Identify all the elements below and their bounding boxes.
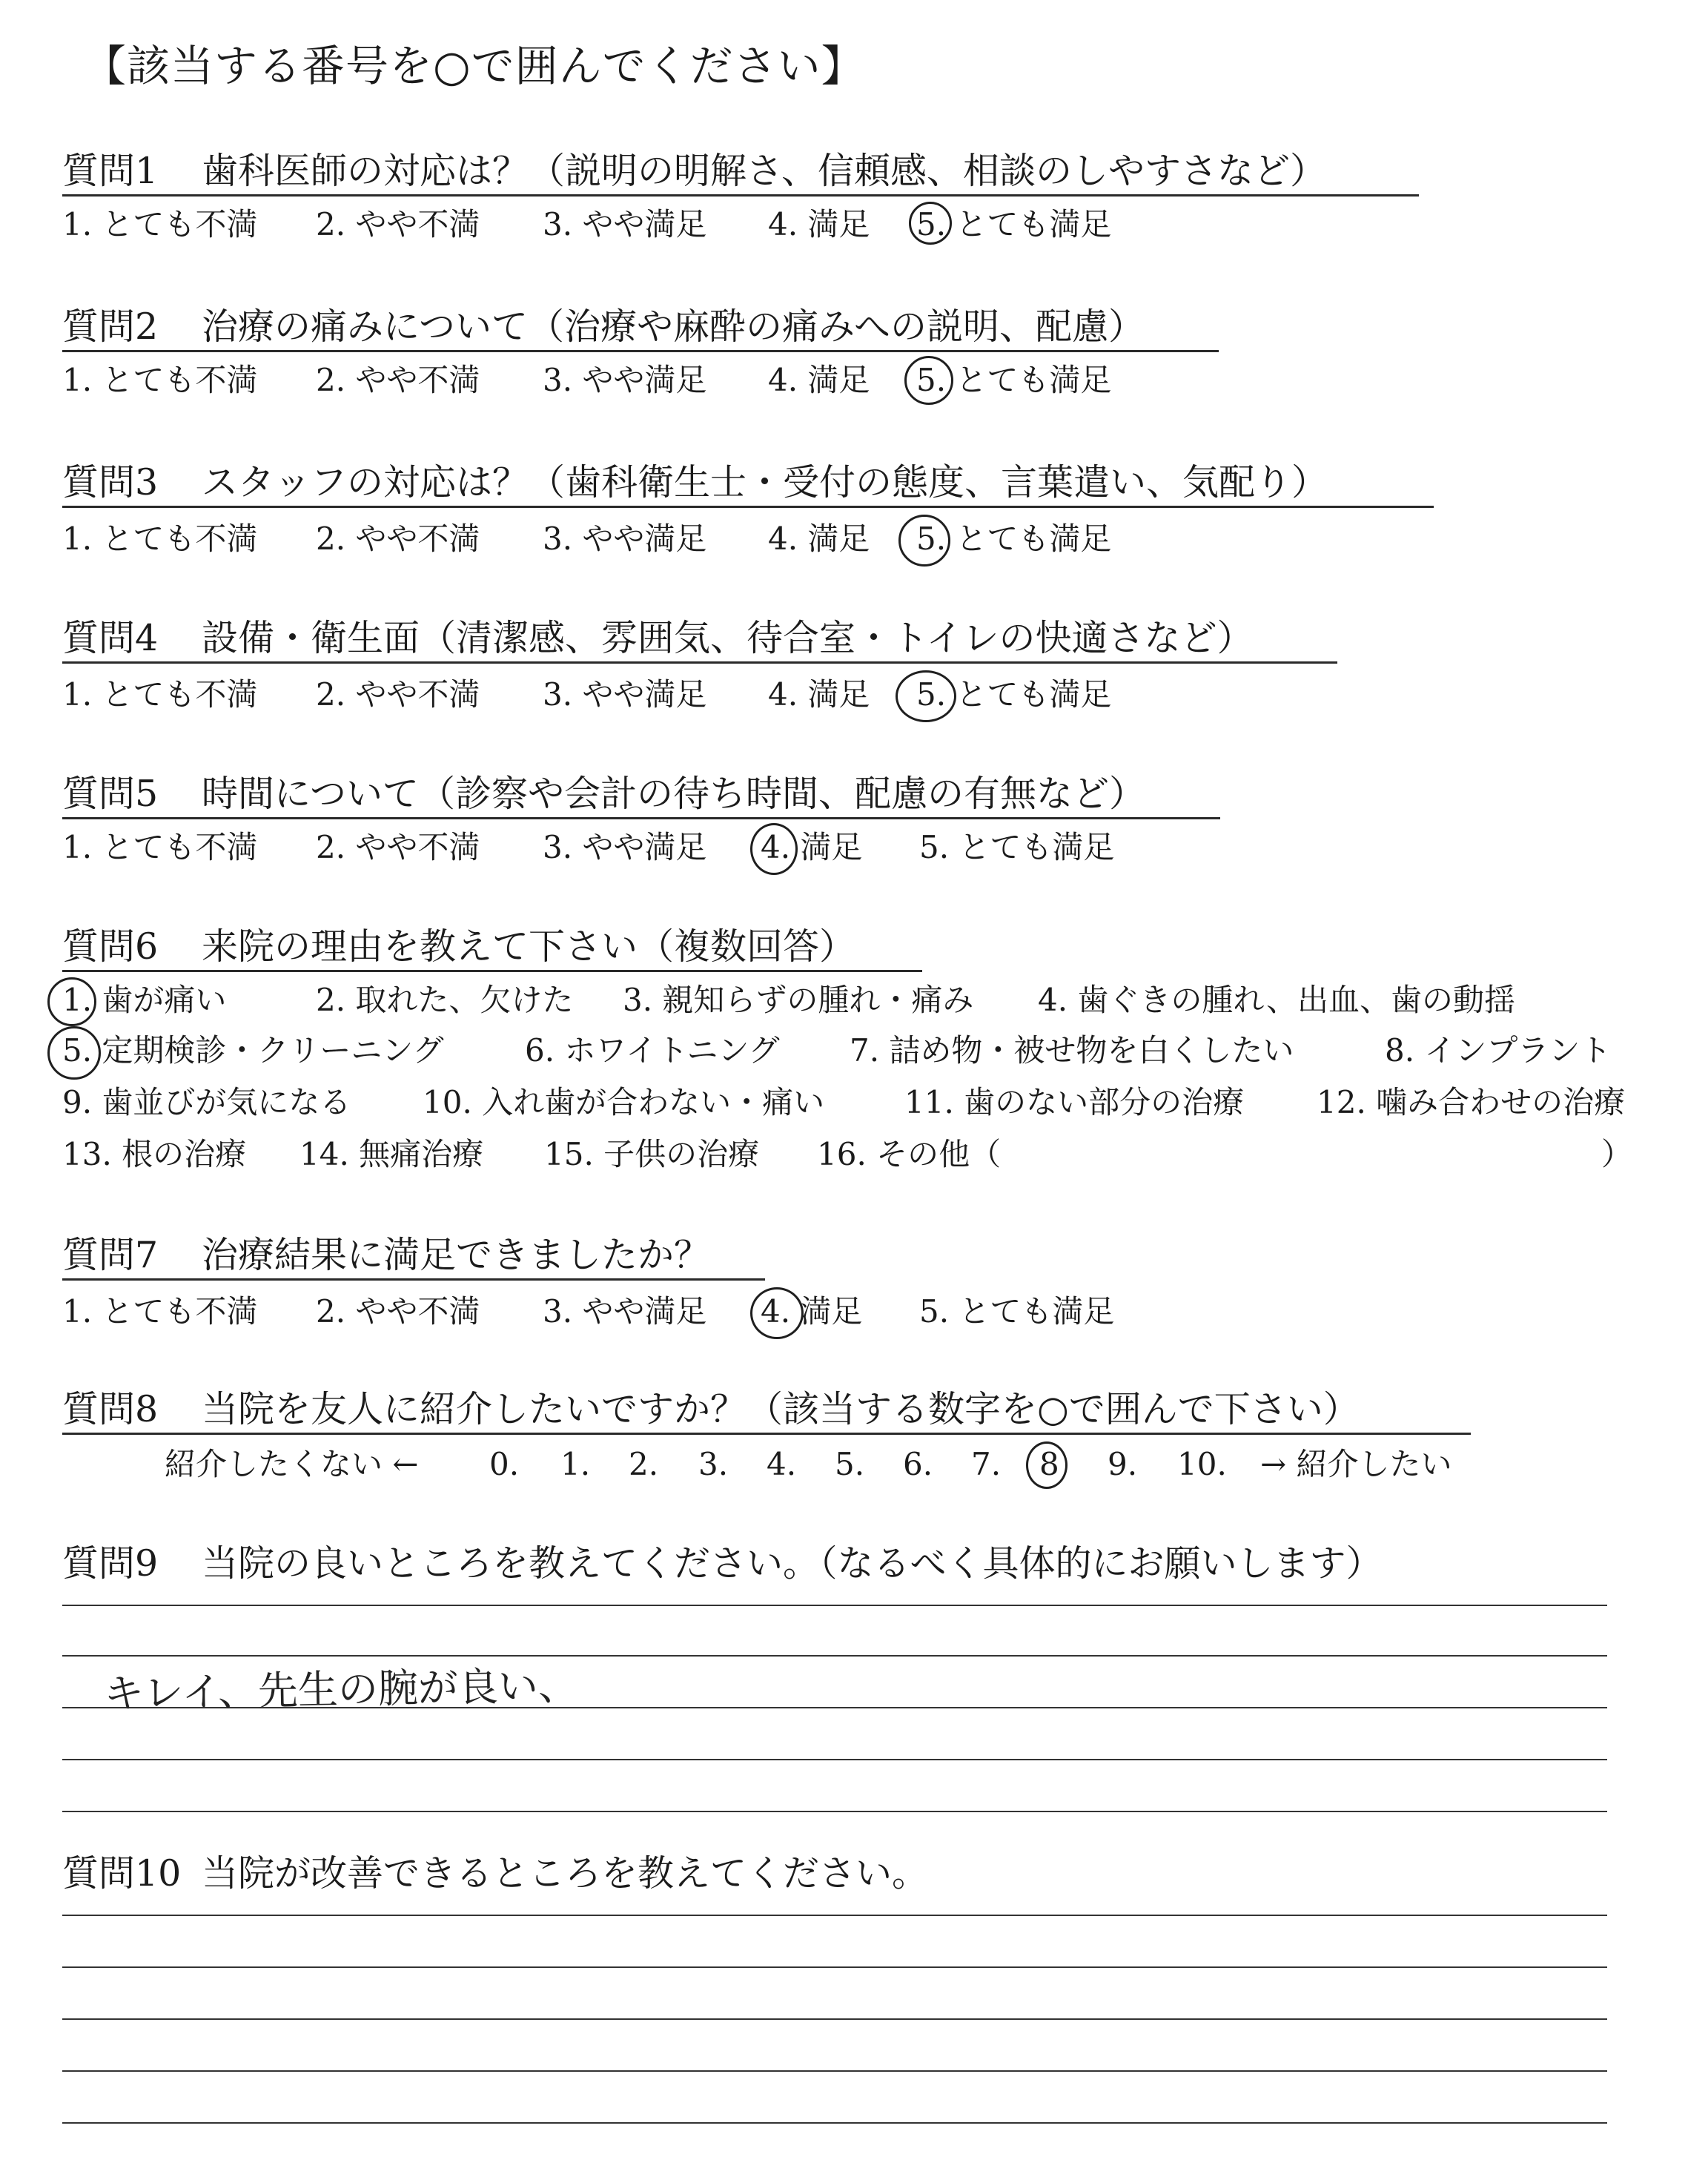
q8-score-5[interactable]: 5.	[835, 1446, 865, 1482]
page-title: 【該当する番号を○で囲んでください】	[83, 41, 865, 91]
q3-question: スタッフの対応は？（歯科衛生士・受付の態度、言葉遣い、気配り）	[202, 461, 1328, 503]
q6-reason-15[interactable]: 15. 子供の治療	[544, 1136, 760, 1172]
q9-writing-line-5	[62, 1811, 1607, 1812]
q6-reason-12[interactable]: 12. 噛み合わせの治療	[1317, 1084, 1626, 1120]
q2-selected-circle	[904, 356, 953, 405]
q1-option-3[interactable]: 3. やや満足	[543, 206, 707, 242]
q9-label: 質問9	[62, 1542, 159, 1585]
q8-score-10[interactable]: 10.	[1177, 1446, 1227, 1482]
q7-option-3[interactable]: 3. やや満足	[543, 1293, 707, 1330]
q8-score-8[interactable]: 8	[1039, 1446, 1059, 1482]
q6-reason-16[interactable]: 16. その他（	[817, 1136, 1002, 1172]
q2-question: 治療の痛みについて（治療や麻酔の痛みへの説明、配慮）	[202, 305, 1145, 348]
q9-handwritten-answer[interactable]: キレイ、先生の腕が良い、	[103, 1662, 579, 1717]
q4-option-1[interactable]: 1. とても不満	[62, 676, 258, 713]
q2-option-5[interactable]: 5. とても満足	[916, 362, 1112, 398]
q1-option-2[interactable]: 2. やや不満	[316, 206, 480, 242]
q6-reason-4[interactable]: 4. 歯ぐきの腫れ、出血、歯の動揺	[1038, 982, 1515, 1018]
q9-writing-line-2	[62, 1655, 1607, 1657]
q8-score-2[interactable]: 2.	[629, 1446, 659, 1482]
q6-question: 来院の理由を教えて下さい（複数回答）	[202, 925, 856, 968]
q1-underline	[62, 194, 1419, 196]
q3-option-5[interactable]: 5. とても満足	[916, 521, 1112, 557]
q10-writing-line-5	[62, 2122, 1607, 2124]
q4-option-3[interactable]: 3. やや満足	[543, 676, 707, 713]
q8-underline	[62, 1433, 1471, 1435]
q2-underline	[62, 350, 1219, 352]
q5-selected-circle	[750, 823, 798, 875]
q8-score-9[interactable]: 9.	[1108, 1446, 1138, 1482]
q8-label: 質問8	[62, 1388, 159, 1430]
q1-option-1[interactable]: 1. とても不満	[62, 206, 258, 242]
q9-writing-line-1	[62, 1605, 1607, 1606]
q7-label: 質問7	[62, 1234, 159, 1276]
q6-reason-9[interactable]: 9. 歯並びが気になる	[62, 1084, 351, 1120]
q3-option-1[interactable]: 1. とても不満	[62, 521, 258, 557]
q3-underline	[62, 506, 1434, 508]
q7-selected-circle	[750, 1287, 804, 1339]
q5-underline	[62, 817, 1220, 819]
q6-label: 質問6	[62, 925, 159, 968]
q5-label: 質問5	[62, 773, 159, 815]
q10-writing-line-2	[62, 1966, 1607, 1968]
q4-option-4[interactable]: 4. 満足	[768, 676, 870, 713]
q8-score-4[interactable]: 4.	[767, 1446, 797, 1482]
q10-question: 当院が改善できるところを教えてください。	[202, 1852, 929, 1895]
q6-reason-5[interactable]: 5. 定期検診・クリーニング	[62, 1032, 444, 1069]
q4-question: 設備・衛生面（清潔感、雰囲気、待合室・トイレの快適さなど）	[202, 617, 1254, 659]
q4-selected-circle	[896, 670, 956, 722]
q9-writing-line-4	[62, 1759, 1607, 1760]
q4-underline	[62, 661, 1337, 664]
q6-reason-14[interactable]: 14. 無痛治療	[299, 1136, 484, 1172]
q6-underline	[62, 970, 922, 972]
q3-selected-circle	[898, 515, 950, 567]
q10-writing-line-3	[62, 2018, 1607, 2020]
q3-option-4[interactable]: 4. 満足	[768, 521, 870, 557]
q6-selected-circle-5	[47, 1026, 101, 1080]
q8-score-3[interactable]: 3.	[698, 1446, 729, 1482]
q10-label: 質問10	[62, 1852, 182, 1895]
q10-writing-line-1	[62, 1915, 1607, 1916]
q4-option-5[interactable]: 5. とても満足	[916, 676, 1112, 713]
q4-option-2[interactable]: 2. やや不満	[316, 676, 480, 713]
q6-reason-1[interactable]: 1. 歯が痛い	[62, 982, 227, 1018]
q5-option-5[interactable]: 5. とても満足	[919, 829, 1115, 865]
q1-selected-circle	[909, 202, 952, 245]
q6-reason-6[interactable]: 6. ホワイトニング	[525, 1032, 780, 1069]
q2-option-4[interactable]: 4. 満足	[768, 362, 870, 398]
q8-score-7[interactable]: 7.	[971, 1446, 1002, 1482]
q5-option-4[interactable]: 4. 満足	[761, 829, 863, 865]
q6-reason-2[interactable]: 2. 取れた、欠けた	[316, 982, 574, 1018]
q5-option-3[interactable]: 3. やや満足	[543, 829, 707, 865]
q3-option-2[interactable]: 2. やや不満	[316, 521, 480, 557]
q5-option-2[interactable]: 2. やや不満	[316, 829, 480, 865]
q2-option-2[interactable]: 2. やや不満	[316, 362, 480, 398]
q10-writing-line-4	[62, 2070, 1607, 2072]
q6-reason-3[interactable]: 3. 親知らずの腫れ・痛み	[623, 982, 974, 1018]
q7-option-5[interactable]: 5. とても満足	[919, 1293, 1115, 1330]
q2-label: 質問2	[62, 305, 159, 348]
q6-other-close-paren: ）	[1601, 1136, 1633, 1172]
q7-question: 治療結果に満足できましたか？	[202, 1234, 711, 1276]
q7-option-4[interactable]: 4. 満足	[761, 1293, 863, 1330]
q8-score-6[interactable]: 6.	[903, 1446, 933, 1482]
q8-score-1[interactable]: 1.	[560, 1446, 591, 1482]
q8-low-label: 紹介したくない ←	[165, 1446, 419, 1482]
q2-option-3[interactable]: 3. やや満足	[543, 362, 707, 398]
q1-option-5[interactable]: 5. とても満足	[916, 206, 1112, 242]
q7-option-2[interactable]: 2. やや不満	[316, 1293, 480, 1330]
q6-reason-11[interactable]: 11. 歯のない部分の治療	[904, 1084, 1245, 1120]
q7-underline	[62, 1278, 765, 1281]
q3-label: 質問3	[62, 461, 159, 503]
q6-selected-circle-1	[47, 977, 96, 1026]
q6-reason-13[interactable]: 13. 根の治療	[62, 1136, 247, 1172]
q5-question: 時間について（診察や会計の待ち時間、配慮の有無など）	[202, 773, 1146, 815]
q7-option-1[interactable]: 1. とても不満	[62, 1293, 258, 1330]
q5-option-1[interactable]: 1. とても不満	[62, 829, 258, 865]
q3-option-3[interactable]: 3. やや満足	[543, 521, 707, 557]
q8-selected-circle	[1026, 1441, 1068, 1489]
q9-question: 当院の良いところを教えてください。（なるべく具体的にお願いします）	[202, 1542, 1383, 1585]
q1-question: 歯科医師の対応は？（説明の明解さ、信頼感、相談のしやすさなど）	[202, 150, 1327, 192]
q6-reason-8[interactable]: 8. インプラント	[1385, 1032, 1612, 1069]
q2-option-1[interactable]: 1. とても不満	[62, 362, 258, 398]
q8-question: 当院を友人に紹介したいですか？（該当する数字を○で囲んで下さい）	[202, 1388, 1360, 1430]
q4-label: 質問4	[62, 617, 159, 659]
q6-reason-10[interactable]: 10. 入れ歯が合わない・痛い	[423, 1084, 825, 1120]
q6-reason-7[interactable]: 7. 詰め物・被せ物を白くしたい	[850, 1032, 1294, 1069]
q8-score-0[interactable]: 0.	[489, 1446, 520, 1482]
q8-high-label: → 紹介したい	[1260, 1446, 1452, 1482]
q1-label: 質問1	[62, 150, 159, 192]
q1-option-4[interactable]: 4. 満足	[768, 206, 870, 242]
